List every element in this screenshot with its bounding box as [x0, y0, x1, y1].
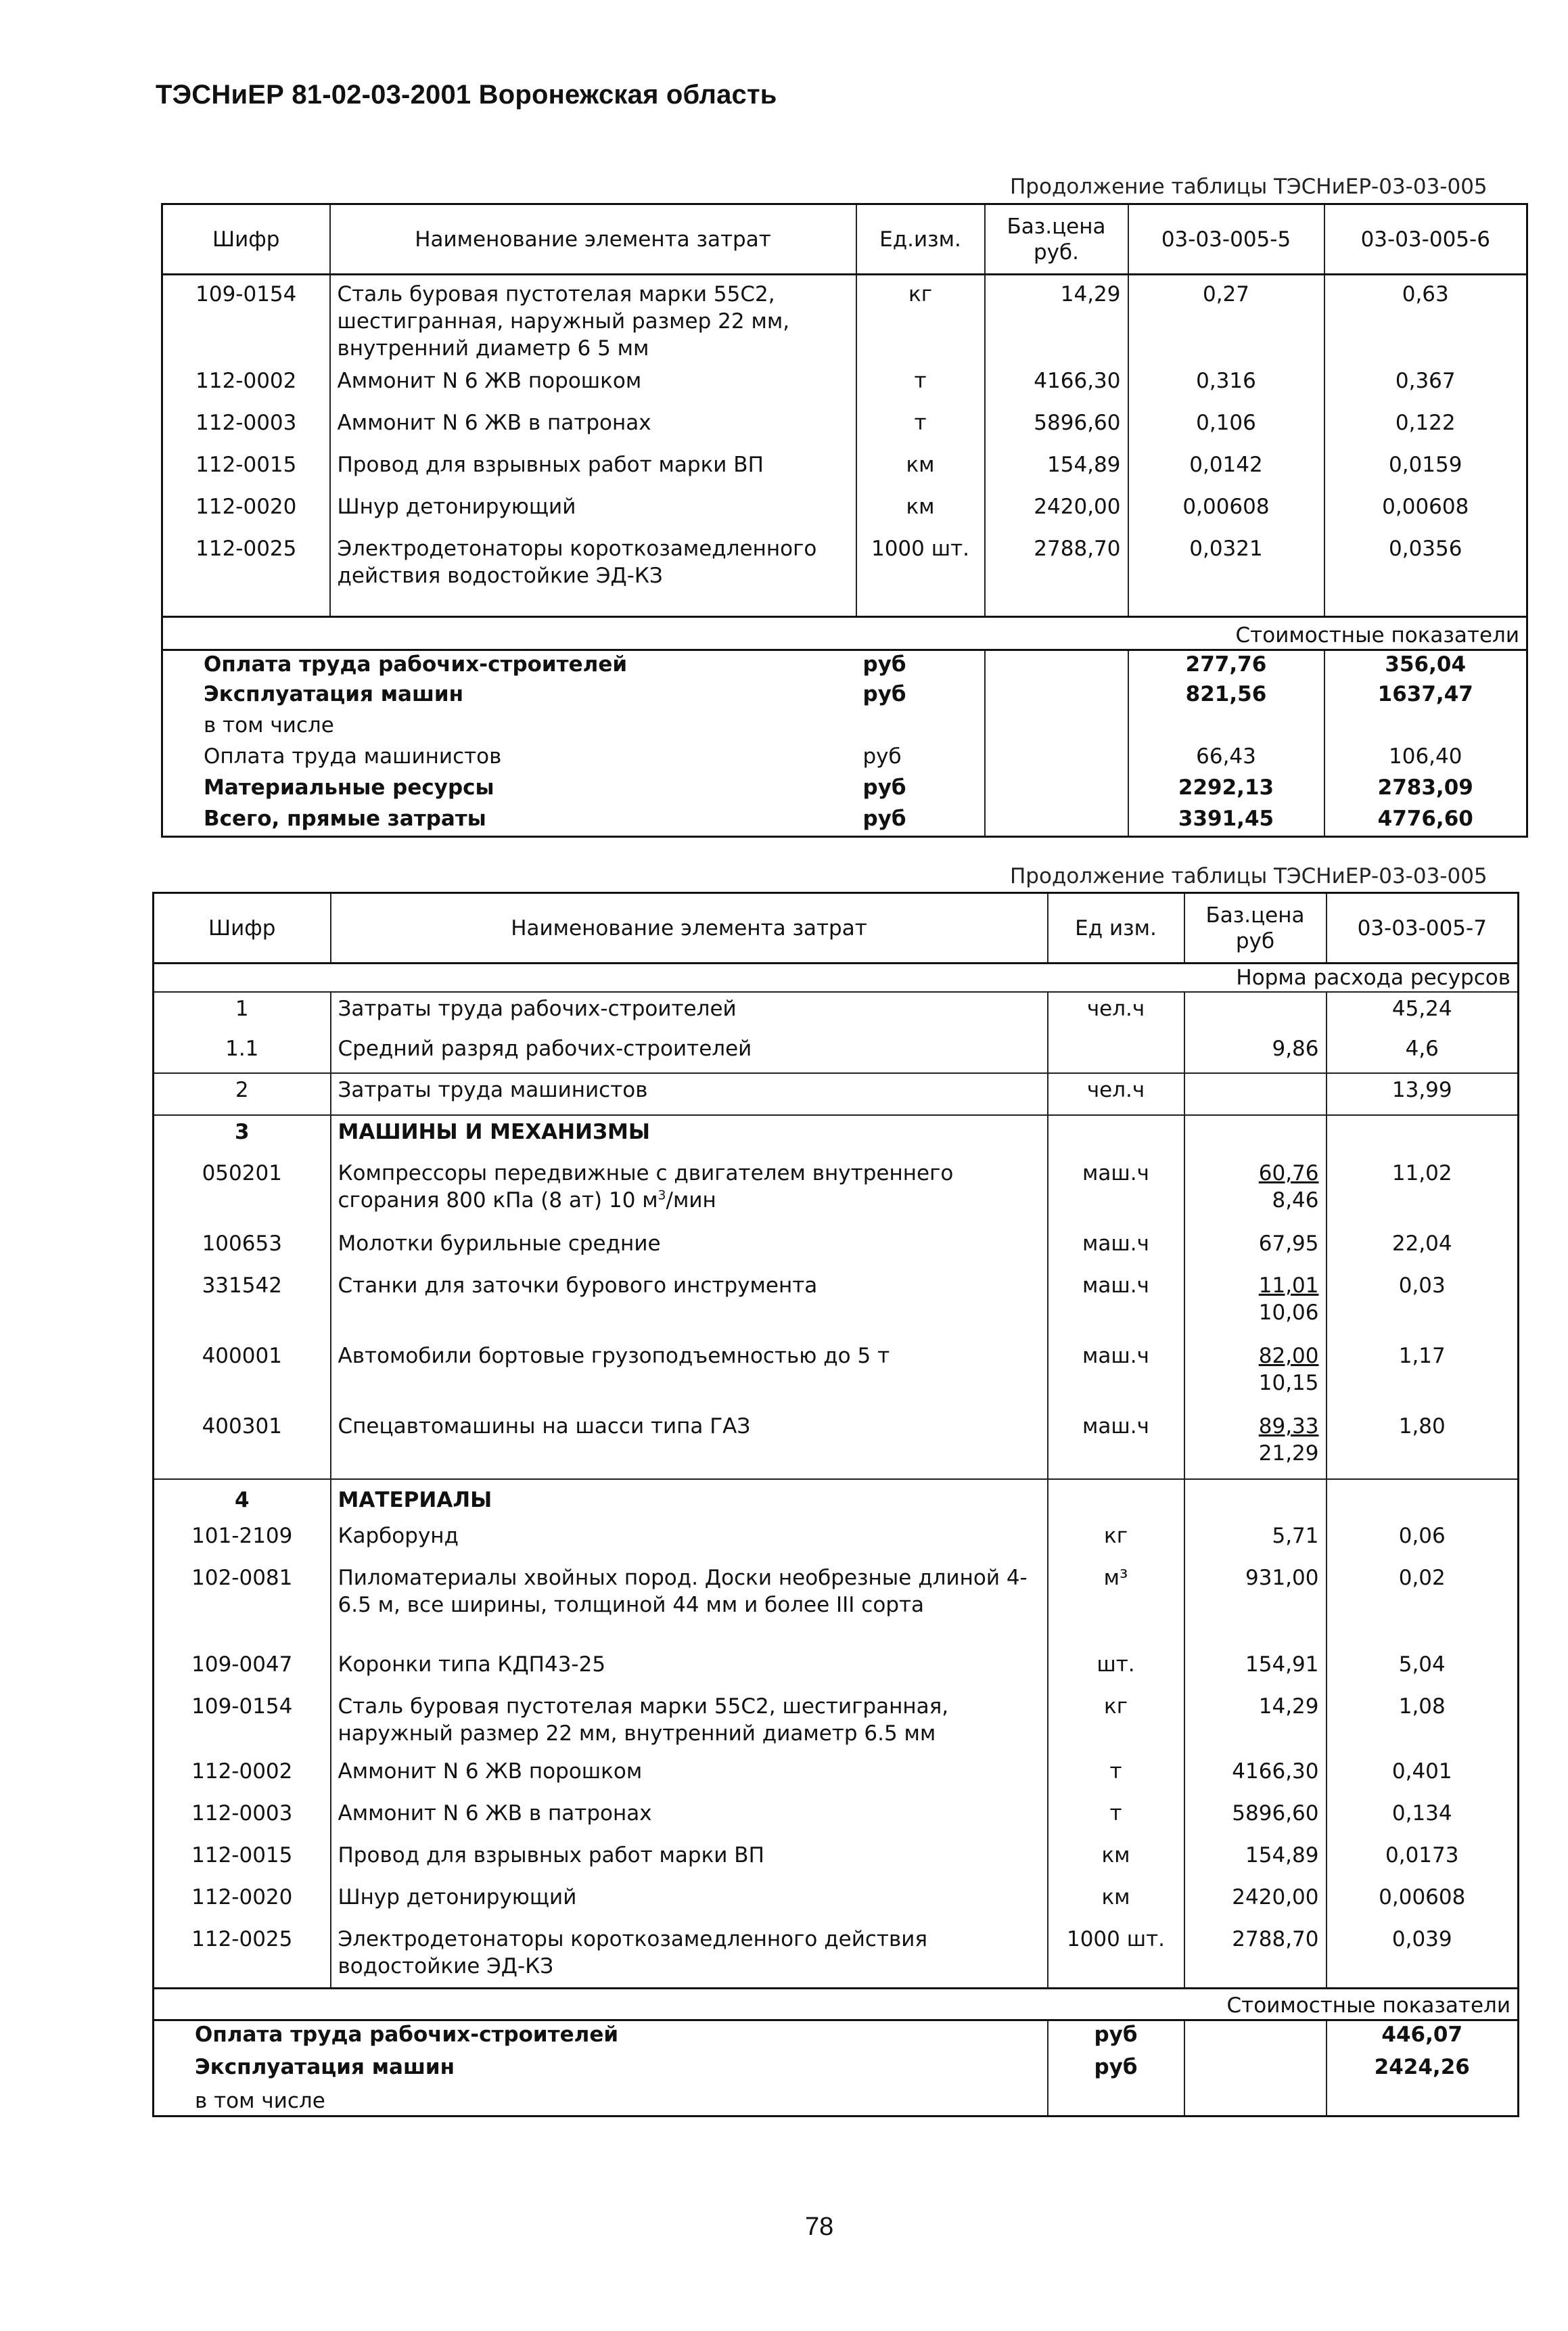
resource-code: 1.1 [154, 1033, 331, 1073]
cost-value-2: 4776,60 [1324, 805, 1527, 836]
page-number: 78 [805, 2213, 834, 2241]
cost-value-2 [1324, 712, 1527, 743]
cost-empty [985, 774, 1128, 805]
t1-header-unit: Ед.изм. [856, 204, 985, 275]
t2-norm-label: Норма расхода ресурсов [154, 964, 1519, 993]
resource-name: Провод для взрывных работ марки ВП [331, 1839, 1048, 1881]
resource-unit: т [1048, 1797, 1184, 1839]
t1-header-name: Наименование элемента затрат [330, 204, 856, 275]
table1-caption: Продолжение таблицы ТЭСНиЕР-03-03-005 [1010, 175, 1488, 199]
resource-name: Аммонит N 6 ЖВ в патронах [331, 1797, 1048, 1839]
resource-code: 2 [154, 1073, 331, 1115]
cost-empty [985, 743, 1128, 774]
resource-name: Затраты труда машинистов [331, 1073, 1048, 1115]
resource-unit: км [1048, 1839, 1184, 1881]
cost-value-1: 66,43 [1128, 743, 1324, 774]
table-row [154, 1923, 1519, 1988]
cost-unit: руб [856, 805, 985, 836]
resource-code: 100653 [154, 1226, 331, 1268]
cost-value-1: 821,56 [1128, 681, 1324, 712]
resource-price: 2788,70 [1184, 1923, 1327, 1988]
resource-value: 0,00608 [1327, 1881, 1519, 1923]
cost-value: 446,07 [1327, 2020, 1519, 2054]
resource-price: 5,71 [1184, 1520, 1327, 1562]
cost-empty [985, 712, 1128, 743]
resource-code: 400301 [154, 1409, 331, 1479]
resource-code: 112-0003 [162, 404, 330, 446]
resource-unit: маш.ч [1048, 1156, 1184, 1226]
resource-value: 4,6 [1327, 1033, 1519, 1073]
resource-value: 13,99 [1327, 1073, 1519, 1115]
table-row [154, 1755, 1519, 1797]
cost-row [162, 805, 1527, 836]
resource-code: 050201 [154, 1156, 331, 1226]
resource-code: 101-2109 [154, 1520, 331, 1562]
resource-name: Аммонит N 6 ЖВ порошком [331, 1755, 1048, 1797]
resource-value: 1,17 [1327, 1338, 1519, 1409]
resource-unit: кг [1048, 1690, 1184, 1755]
machine-price: 11,01 [1258, 1273, 1319, 1298]
table-row [154, 1226, 1519, 1268]
resource-code: 3 [154, 1115, 331, 1156]
resource-price [1184, 1479, 1327, 1520]
cost-row [154, 2054, 1519, 2087]
resource-value: 0,039 [1327, 1923, 1519, 1988]
resource-value: 45,24 [1327, 992, 1519, 1033]
resource-price: 154,89 [1184, 1839, 1327, 1881]
resource-name: Сталь буровая пустотелая марки 55С2, шестигранная, наружный размер 22 мм, внутренний диаметр 6.5 мм [331, 1690, 1048, 1755]
resource-unit [1048, 1115, 1184, 1156]
resource-name-text: Станки для заточки бурового инструмента [338, 1273, 818, 1298]
resource-unit: 1000 шт. [856, 530, 985, 616]
resource-code: 112-0025 [162, 530, 330, 616]
cost-value-2: 1637,47 [1324, 681, 1527, 712]
resource-value-1: 0,00608 [1128, 488, 1324, 530]
cost-row [162, 650, 1527, 681]
t1-cost-label: Стоимостные показатели [162, 616, 1527, 650]
cost-unit: руб [1048, 2020, 1184, 2054]
resource-unit: шт. [1048, 1648, 1184, 1690]
resource-price: 4166,30 [985, 362, 1128, 404]
table-row [162, 275, 1527, 363]
resource-code: 112-0015 [154, 1839, 331, 1881]
resource-unit: маш.ч [1048, 1268, 1184, 1338]
cost-empty [1184, 2054, 1327, 2087]
cost-row [162, 712, 1527, 743]
table-row [154, 1156, 1519, 1226]
t1-cost-rows [162, 650, 1527, 836]
resource-value-2: 0,63 [1324, 275, 1527, 363]
resource-value-2: 0,0159 [1324, 446, 1527, 488]
resource-unit: маш.ч [1048, 1226, 1184, 1268]
table-row [154, 1073, 1519, 1115]
resource-unit: кг [1048, 1520, 1184, 1562]
cost-label: Эксплуатация машин [204, 682, 464, 706]
resource-price [1184, 992, 1327, 1033]
resource-unit: 1000 шт. [1048, 1923, 1184, 1988]
cost-value: 2424,26 [1327, 2054, 1519, 2087]
resource-unit: км [856, 488, 985, 530]
t1-header-code: Шифр [162, 204, 330, 275]
resource-name: Провод для взрывных работ марки ВП [330, 446, 856, 488]
resource-code: 109-0047 [154, 1648, 331, 1690]
t1-header-col2: 03-03-005-6 [1324, 204, 1527, 275]
machinist-wage: 10,15 [1258, 1371, 1319, 1395]
cost-value-2: 356,04 [1324, 650, 1527, 681]
cost-value [1327, 2087, 1519, 2116]
resource-code: 112-0002 [154, 1755, 331, 1797]
table-row [154, 1268, 1519, 1338]
t2-resource-rows [154, 992, 1519, 1988]
cost-value-2: 106,40 [1324, 743, 1527, 774]
resource-value-2: 0,00608 [1324, 488, 1527, 530]
resource-code: 112-0025 [154, 1923, 331, 1988]
table-row [154, 992, 1519, 1033]
resource-name-text: Спецавтомашины на шасси типа ГАЗ [338, 1414, 751, 1439]
resource-unit: м³ [1048, 1562, 1184, 1648]
resource-price: 2788,70 [985, 530, 1128, 616]
resource-unit: т [856, 404, 985, 446]
cost-value-1: 3391,45 [1128, 805, 1324, 836]
table-row [162, 446, 1527, 488]
resource-name: МАТЕРИАЛЫ [331, 1479, 1048, 1520]
resource-name: Шнур детонирующий [331, 1881, 1048, 1923]
resource-price: 9,86 [1184, 1033, 1327, 1073]
t2-header-price: Баз.цена руб [1184, 893, 1327, 964]
resource-price: 4166,30 [1184, 1755, 1327, 1797]
resource-code: 112-0020 [162, 488, 330, 530]
resource-name: Аммонит N 6 ЖВ порошком [330, 362, 856, 404]
resource-price [1184, 1409, 1327, 1479]
resource-price: 931,00 [1184, 1562, 1327, 1648]
resource-value [1327, 1479, 1519, 1520]
cost-label: в том числе [154, 2087, 1048, 2116]
resource-price: 154,91 [1184, 1648, 1327, 1690]
machine-price: 60,76 [1258, 1161, 1319, 1185]
resource-name-text: Молотки бурильные средние [338, 1231, 661, 1256]
cost-unit: руб [1048, 2054, 1184, 2087]
cost-label: Эксплуатация машин [195, 2055, 455, 2079]
resource-value-2: 0,122 [1324, 404, 1527, 446]
cost-empty [1184, 2087, 1327, 2116]
table2-caption: Продолжение таблицы ТЭСНиЕР-03-03-005 [1010, 864, 1488, 888]
cost-unit: руб [862, 682, 906, 706]
resource-name: Коронки типа КДП43-25 [331, 1648, 1048, 1690]
resource-name-text: Автомобили бортовые грузоподъемностью до 5 т [338, 1344, 890, 1368]
resource-name: Карборунд [331, 1520, 1048, 1562]
resource-name [331, 1268, 1048, 1338]
resource-name: Электродетонаторы короткозамедленного действия водостойкие ЭД-КЗ [331, 1923, 1048, 1988]
table-row [154, 1648, 1519, 1690]
resource-name: Затраты труда рабочих-строителей [331, 992, 1048, 1033]
resource-value: 11,02 [1327, 1156, 1519, 1226]
machine-price: 89,33 [1258, 1414, 1319, 1439]
resource-value: 5,04 [1327, 1648, 1519, 1690]
table-row [154, 1562, 1519, 1648]
resource-unit: т [1048, 1755, 1184, 1797]
resource-unit: км [856, 446, 985, 488]
resource-code: 400001 [154, 1338, 331, 1409]
cost-empty [985, 805, 1128, 836]
resource-value: 1,08 [1327, 1690, 1519, 1755]
resource-name [331, 1409, 1048, 1479]
t2-cost-label: Стоимостные показатели [154, 1988, 1519, 2020]
resource-value: 0,02 [1327, 1562, 1519, 1648]
cost-label: Оплата труда рабочих-строителей [162, 650, 856, 681]
table-row [154, 1797, 1519, 1839]
table-row [154, 1479, 1519, 1520]
resource-price: 5896,60 [1184, 1797, 1327, 1839]
resource-price [1184, 1156, 1327, 1226]
table-row [154, 1033, 1519, 1073]
table-row [154, 1881, 1519, 1923]
t1-resource-rows [162, 275, 1527, 617]
cost-empty [1184, 2020, 1327, 2054]
resource-unit [1048, 1479, 1184, 1520]
cost-empty [985, 650, 1128, 681]
resource-name: МАШИНЫ И МЕХАНИЗМЫ [331, 1115, 1048, 1156]
cost-unit [1048, 2087, 1184, 2116]
resource-code: 112-0002 [162, 362, 330, 404]
table-row [154, 1690, 1519, 1755]
cost-row [162, 774, 1527, 805]
resource-unit: маш.ч [1048, 1338, 1184, 1409]
resource-code: 109-0154 [162, 275, 330, 363]
resource-unit: чел.ч [1048, 1073, 1184, 1115]
table-row [162, 362, 1527, 404]
resource-value-1: 0,27 [1128, 275, 1324, 363]
t2-header-col1: 03-03-005-7 [1327, 893, 1519, 964]
cost-row [154, 2020, 1519, 2054]
table2 [152, 892, 1519, 2117]
resource-code: 112-0003 [154, 1797, 331, 1839]
table-row [162, 530, 1527, 616]
cost-row [162, 743, 1527, 774]
resource-code: 109-0154 [154, 1690, 331, 1755]
cost-value-2: 2783,09 [1324, 774, 1527, 805]
resource-code: 4 [154, 1479, 331, 1520]
cost-value-1 [1128, 712, 1324, 743]
resource-value-1: 0,0321 [1128, 530, 1324, 616]
resource-unit [1048, 1033, 1184, 1073]
resource-price [1184, 1073, 1327, 1115]
cost-label: Оплата труда рабочих-строителей [154, 2020, 1048, 2054]
cost-unit [856, 712, 985, 743]
resource-unit: км [1048, 1881, 1184, 1923]
resource-name-tail: /мин [666, 1188, 716, 1213]
cost-label: Материальные ресурсы [204, 775, 494, 800]
resource-price [1184, 1338, 1327, 1409]
cost-row [154, 2087, 1519, 2116]
resource-name: Электродетонаторы короткозамедленного действия водостойкие ЭД-КЗ [330, 530, 856, 616]
resource-price [1184, 1115, 1327, 1156]
resource-value: 0,401 [1327, 1755, 1519, 1797]
resource-value-1: 0,316 [1128, 362, 1324, 404]
t2-header-name: Наименование элемента затрат [331, 893, 1048, 964]
resource-price: 5896,60 [985, 404, 1128, 446]
resource-code: 112-0015 [162, 446, 330, 488]
resource-name-text: Компрессоры передвижные с двигателем внутреннего сгорания 800 кПа (8 ат) 10 м [338, 1161, 954, 1213]
resource-code: 102-0081 [154, 1562, 331, 1648]
resource-price: 14,29 [1184, 1690, 1327, 1755]
table-row [154, 1338, 1519, 1409]
resource-name [331, 1156, 1048, 1226]
resource-value: 0,0173 [1327, 1839, 1519, 1881]
resource-price: 154,89 [985, 446, 1128, 488]
table-row [154, 1409, 1519, 1479]
resource-price: 2420,00 [985, 488, 1128, 530]
cost-label: Оплата труда машинистов [204, 744, 502, 769]
cost-unit: руб [862, 775, 906, 800]
resource-code: 1 [154, 992, 331, 1033]
t2-header-unit: Ед изм. [1048, 893, 1184, 964]
resource-unit: кг [856, 275, 985, 363]
resource-price [1184, 1268, 1327, 1338]
machinist-wage: 10,06 [1258, 1300, 1319, 1325]
resource-name [331, 1338, 1048, 1409]
resource-value: 1,80 [1327, 1409, 1519, 1479]
resource-value [1327, 1115, 1519, 1156]
t2-cost-rows [154, 2020, 1519, 2116]
resource-code: 331542 [154, 1268, 331, 1338]
resource-code: 112-0020 [154, 1881, 331, 1923]
resource-name: Средний разряд рабочих-строителей [331, 1033, 1048, 1073]
table1 [161, 203, 1528, 838]
unit-exponent: 3 [658, 1188, 666, 1203]
resource-name: Шнур детонирующий [330, 488, 856, 530]
machinist-wage: 21,29 [1258, 1441, 1319, 1466]
cost-unit: руб [862, 744, 902, 769]
resource-value-1: 0,0142 [1128, 446, 1324, 488]
table-row [162, 404, 1527, 446]
resource-name: Пиломатериалы хвойных пород. Доски необрезные длиной 4-6.5 м, все ширины, толщиной 44 мм и более III сорта [331, 1562, 1048, 1648]
resource-name [331, 1226, 1048, 1268]
resource-value: 0,03 [1327, 1268, 1519, 1338]
resource-value-2: 0,367 [1324, 362, 1527, 404]
resource-value: 22,04 [1327, 1226, 1519, 1268]
t1-header-price: Баз.цена руб. [985, 204, 1128, 275]
resource-name: Сталь буровая пустотелая марки 55С2, шестигранная, наружный размер 22 мм, внутренний диаметр 6 5 мм [330, 275, 856, 363]
machine-price: 82,00 [1258, 1344, 1319, 1368]
resource-value-1: 0,106 [1128, 404, 1324, 446]
machinist-wage: 8,46 [1272, 1188, 1319, 1213]
cost-value-1: 277,76 [1128, 650, 1324, 681]
resource-price: 2420,00 [1184, 1881, 1327, 1923]
cost-row [162, 681, 1527, 712]
cost-value-1: 2292,13 [1128, 774, 1324, 805]
cost-unit: руб [856, 650, 985, 681]
resource-unit: чел.ч [1048, 992, 1184, 1033]
table-row [162, 488, 1527, 530]
resource-price [1184, 1226, 1327, 1268]
t2-header-code: Шифр [154, 893, 331, 964]
resource-value: 0,06 [1327, 1520, 1519, 1562]
cost-empty [985, 681, 1128, 712]
table-row [154, 1839, 1519, 1881]
resource-value-2: 0,0356 [1324, 530, 1527, 616]
table-row [154, 1520, 1519, 1562]
cost-label: Всего, прямые затраты [162, 805, 856, 836]
resource-price: 14,29 [985, 275, 1128, 363]
table-row [154, 1115, 1519, 1156]
resource-unit: т [856, 362, 985, 404]
cost-label: в том числе [204, 713, 334, 738]
machine-price: 67,95 [1258, 1231, 1319, 1256]
resource-unit: маш.ч [1048, 1409, 1184, 1479]
resource-value: 0,134 [1327, 1797, 1519, 1839]
t1-header-col1: 03-03-005-5 [1128, 204, 1324, 275]
document-title: ТЭСНиЕР 81-02-03-2001 Воронежская область [156, 80, 777, 110]
resource-name: Аммонит N 6 ЖВ в патронах [330, 404, 856, 446]
